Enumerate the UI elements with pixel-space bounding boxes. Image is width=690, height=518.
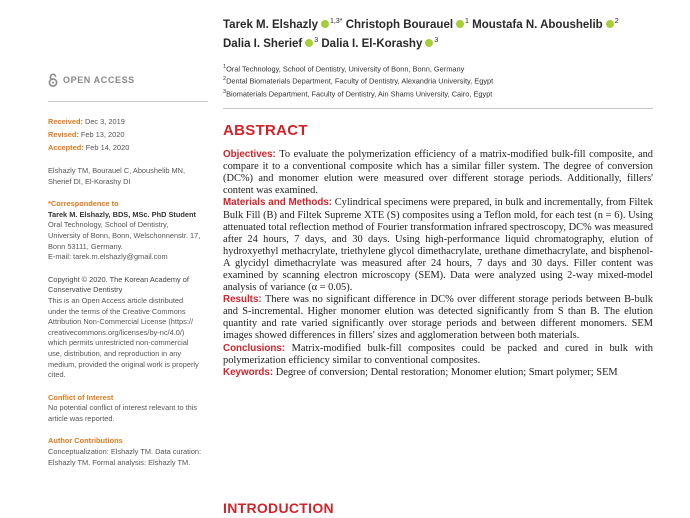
affiliation-sup: 3 — [223, 88, 227, 95]
affiliation — [223, 62, 653, 74]
main-column — [223, 14, 653, 379]
conflict-of-interest — [48, 393, 208, 425]
abstract-conclusions — [223, 343, 653, 367]
keywords-label: Keywords: — [223, 366, 274, 378]
article-dates — [48, 115, 208, 154]
orcid-icon[interactable] — [305, 39, 313, 47]
methods-label: Materials and Methods: — [223, 197, 333, 209]
objectives-label: Objectives: — [223, 149, 276, 161]
author-list — [223, 14, 653, 52]
orcid-icon[interactable] — [321, 20, 329, 28]
revised-date: Feb 13, 2020 — [80, 130, 125, 139]
author — [223, 38, 318, 50]
citation — [48, 166, 208, 187]
author-contributions — [48, 436, 208, 468]
coi-line: No potential conflict of interest relevant to this — [48, 403, 198, 413]
open-access-lock-icon — [48, 73, 58, 87]
abstract-results — [223, 294, 653, 342]
correspondence-line: Bonn 53111, Germany. — [48, 241, 123, 251]
license-link[interactable]: creativecommons.org/licenses/by-nc/4.0/) — [48, 327, 185, 337]
results-text: There was no significant difference in DC% over different storage periods between B-bulk and S-incremental. Higher monomer elution was detected significantly from S than B. The elution quantity and rate varied significantly over storage periods and between different monomers. SEM images showed differences in fillers' sizes and agglomeration between both materials. — [223, 294, 653, 342]
abstract-body — [223, 149, 653, 379]
conclusions-text: Matrix-modified bulk-fill composites could be packed and cured in bulk with polymerization efficiency similar to conventional composites. — [223, 342, 653, 366]
author-affiliation-sup: 3 — [434, 36, 439, 44]
copyright-line: medium, provided the original work is properly — [48, 359, 199, 369]
copyright-line: Copyright © 2020. The Korean Academy of — [48, 274, 189, 284]
contrib-line: Conceptualization: Elshazly TM. Data curation: — [48, 447, 202, 457]
affiliations — [223, 62, 653, 99]
affiliation-sup: 2 — [223, 76, 227, 83]
keywords-text: Degree of conversion; Dental restoration; Monomer elution; Smart polymer; SEM — [275, 366, 618, 378]
author-affiliation-sup: 3 — [314, 36, 319, 44]
revised-label: Revised: — [48, 130, 79, 139]
correspondence-name: Tarek M. Elshazly, BDS, MSc. PhD Student — [48, 209, 196, 219]
abstract-heading: ABSTRACT — [223, 122, 308, 140]
methods-text: Cylindrical specimens were prepared, in bulk and incrementally, from Filtek Bulk Fill (B) and Filtek Supreme XTE (S) composites using a Teflon mold, for each test (n = 6). Using attenuated total reflection method of Fourier transformation infrared spectroscopy, DC% was measured after 24 hours, 7 days, and 30 days. Using high-performance liquid chromatography, elution of hydroxyethyl methacrylate, triethylene glycol dimethacrylate, urethane dimethacrylate, and bisphenol-A glycidyl dimethacrylate was measured after 24 hours, 7 days and 30 days. Filler content was examined by scanning electron microscopy (SEM). Data were analyzed using 2-way mixed-model analysis of variance (α = 0.05). — [223, 197, 653, 294]
accepted-label: Accepted: — [48, 143, 84, 152]
coi-heading: Conflict of Interest — [48, 392, 114, 402]
open-access-badge — [48, 70, 208, 90]
abstract-objectives — [223, 149, 653, 197]
correspondence-email[interactable]: E-mail: tarek.m.elshazly@gmail.com — [48, 252, 168, 262]
citation-line: Elshazly TM, Bourauel C, Aboushelib MN, — [48, 166, 186, 175]
contrib-heading: Author Contributions — [48, 436, 123, 446]
orcid-icon[interactable] — [606, 20, 614, 28]
sidebar — [48, 70, 208, 468]
affiliation-text: Dental Biomaterials Department, Faculty of Dentistry, Alexandria University, Egypt — [226, 76, 494, 86]
author — [321, 38, 438, 50]
orcid-icon[interactable] — [425, 39, 433, 47]
open-access-label: OPEN ACCESS — [63, 74, 135, 85]
author-name: Tarek M. Elshazly — [223, 18, 319, 31]
affiliation — [223, 74, 653, 86]
author-affiliation-sup: 2 — [614, 18, 619, 25]
copyright-line: This is an Open Access article distributed — [48, 295, 184, 305]
received-label: Received: — [48, 117, 83, 126]
conclusions-label: Conclusions: — [223, 342, 286, 354]
correspondence — [48, 199, 208, 263]
orcid-icon[interactable] — [456, 20, 464, 28]
copyright-line: Conservative Dentistry — [48, 285, 123, 295]
author — [223, 19, 343, 31]
citation-line: Sherief DI, El-Korashy DI — [48, 176, 131, 186]
copyright-line: cited. — [48, 370, 66, 380]
affiliation-sup: 1 — [223, 63, 227, 70]
correspondence-line: Oral Technology, School of Dentistry, — [48, 220, 169, 230]
author-affiliation-sup: 1 — [465, 18, 469, 25]
author-name: Dalia I. Sherief — [223, 37, 303, 50]
author — [346, 19, 469, 31]
copyright-line: under the terms of the Creative Commons — [48, 306, 186, 316]
author-affiliation-sup: 1,3* — [330, 18, 343, 25]
correspondence-heading: *Correspondence to — [48, 199, 119, 209]
author — [472, 19, 618, 31]
copyright — [48, 275, 208, 381]
received-date: Dec 3, 2019 — [84, 117, 125, 126]
author-name: Christoph Bourauel — [345, 18, 454, 31]
keywords — [223, 367, 653, 379]
affiliation — [223, 87, 653, 99]
copyright-line: Attribution Non-Commercial License (https:// — [48, 317, 193, 327]
correspondence-line: University of Bonn, Bonn, Welschonnenstr. 17, — [48, 230, 201, 240]
author-name: Dalia I. El-Korashy — [321, 37, 423, 50]
coi-line: article was reported. — [48, 413, 115, 423]
affiliation-text: Biomaterials Department, Faculty of Dentistry, Ain Shams University, Cairo, Egypt — [226, 89, 493, 99]
introduction-heading: INTRODUCTION — [223, 500, 334, 516]
contrib-line: Elshazly TM. Formal analysis: Elshazly TM. — [48, 457, 191, 467]
objectives-text: To evaluate the polymerization efficiency of a matrix-modified bulk-fill composite, and compare it to a conventional composite which has a similar filler system. The degree of conversion (DC%) and monomer elution were measured over different storage periods. Additionally, fillers' content was examined. — [223, 149, 653, 197]
accepted-date: Feb 14, 2020 — [85, 143, 130, 152]
copyright-line: which permits unrestricted non-commercial — [48, 338, 189, 348]
copyright-line: use, distribution, and reproduction in any — [48, 348, 182, 358]
affiliation-text: Oral Technology, School of Dentistry, University of Bonn, Bonn, Germany — [226, 64, 465, 74]
sidebar-divider — [48, 101, 208, 102]
main-divider — [223, 108, 653, 109]
author-name: Moustafa N. Aboushelib — [472, 18, 603, 31]
results-label: Results: — [223, 294, 262, 306]
abstract-methods — [223, 197, 653, 294]
